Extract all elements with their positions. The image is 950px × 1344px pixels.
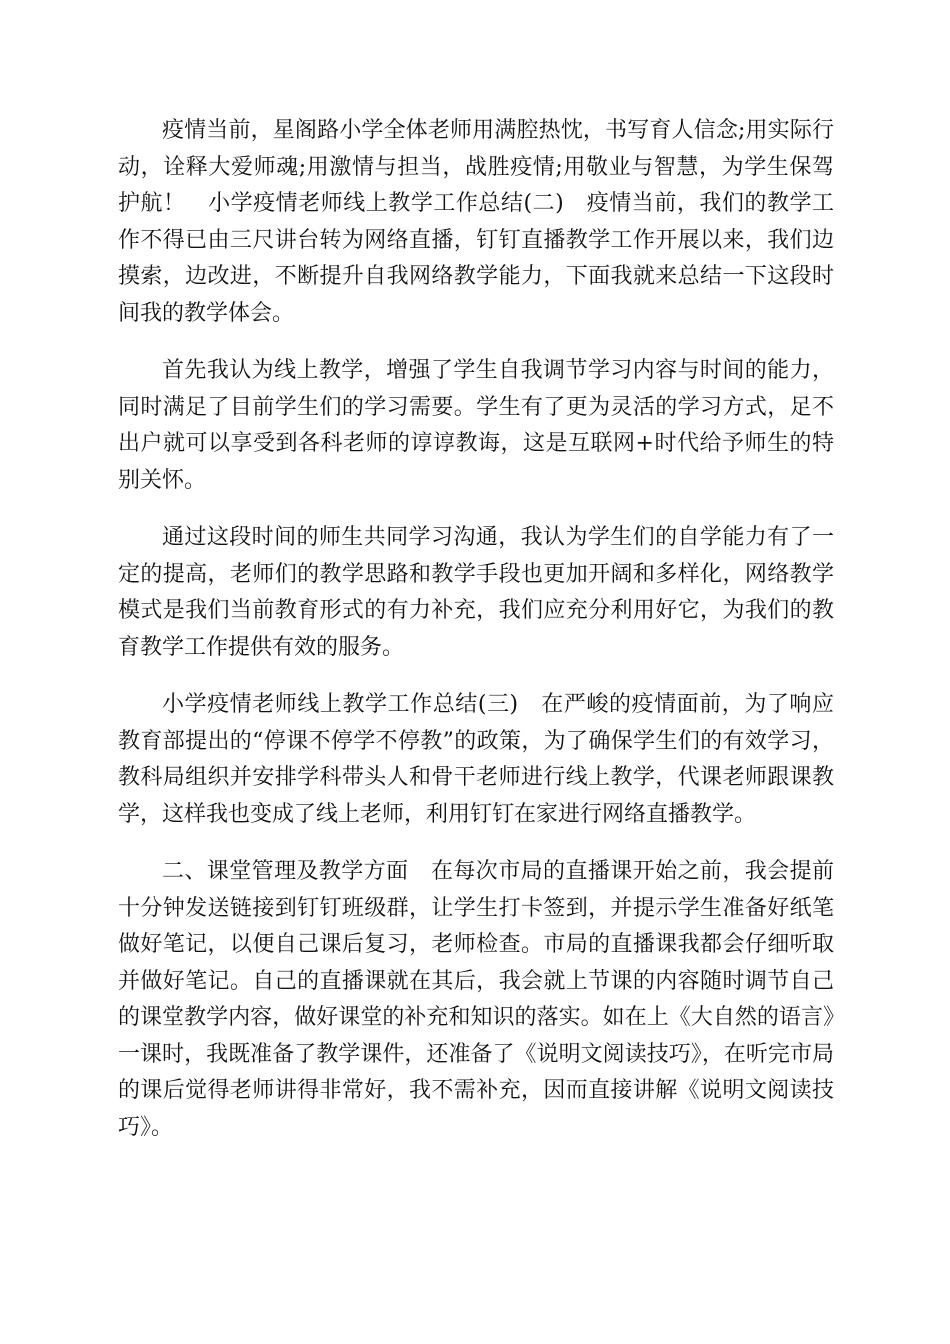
paragraph-4: 小学疫情老师线上教学工作总结(三) 在严峻的疫情面前，为了响应教育部提出的“停课不停学不停教”的政策，为了确保学生们的有效学习，教科局组织并安排学科带头人和骨干老师进行线上教学，代课老师跟课教学，这样我也变成了线上老师，利用钉钉在家进行网络直播教学。 xyxy=(118,692,834,827)
paragraph-1: 疫情当前，星阁路小学全体老师用满腔热忱，书写育人信念;用实际行动，诠释大爱师魂;用激情与担当，战胜疫情;用敬业与智慧，为学生保驾护航！ 小学疫情老师线上教学工作总结(二) 疫情当前，我们的教学工作不得已由三尺讲台转为网络直播，钉钉直播教学工作开展以来，我们边摸索，边改进，不断提升自我网络教学能力，下面我就来总结一下这段时间我的教学体会。 xyxy=(118,118,834,326)
paragraph-2: 首先我认为线上教学，增强了学生自我调节学习内容与时间的能力，同时满足了目前学生们的学习需要。学生有了更为灵活的学习方式，足不出户就可以享受到各科老师的谆谆教诲，这是互联网+时代给予师生的特别关怀。 xyxy=(118,358,834,493)
paragraph-5: 二、课堂管理及教学方面 在每次市局的直播课开始之前，我会提前十分钟发送链接到钉钉班级群，让学生打卡签到，并提示学生准备好纸笔做好笔记，以便自己课后复习，老师检查。市局的直播课我都会仔细听取并做好笔记。自己的直播课就在其后，我会就上节课的内容随时调节自己的课堂教学内容，做好课堂的补充和知识的落实。如在上《大自然的语言》一课时，我既准备了教学课件，还准备了《说明文阅读技巧》，在听完市局的课后觉得老师讲得非常好，我不需补充，因而直接讲解《说明文阅读技巧》。 xyxy=(118,859,834,1140)
paragraph-3: 通过这段时间的师生共同学习沟通，我认为学生们的自学能力有了一定的提高，老师们的教学思路和教学手段也更加开阔和多样化，网络教学模式是我们当前教育形式的有力补充，我们应充分利用好它，为我们的教育教学工作提供有效的服务。 xyxy=(118,525,834,660)
document-body xyxy=(118,113,834,1167)
